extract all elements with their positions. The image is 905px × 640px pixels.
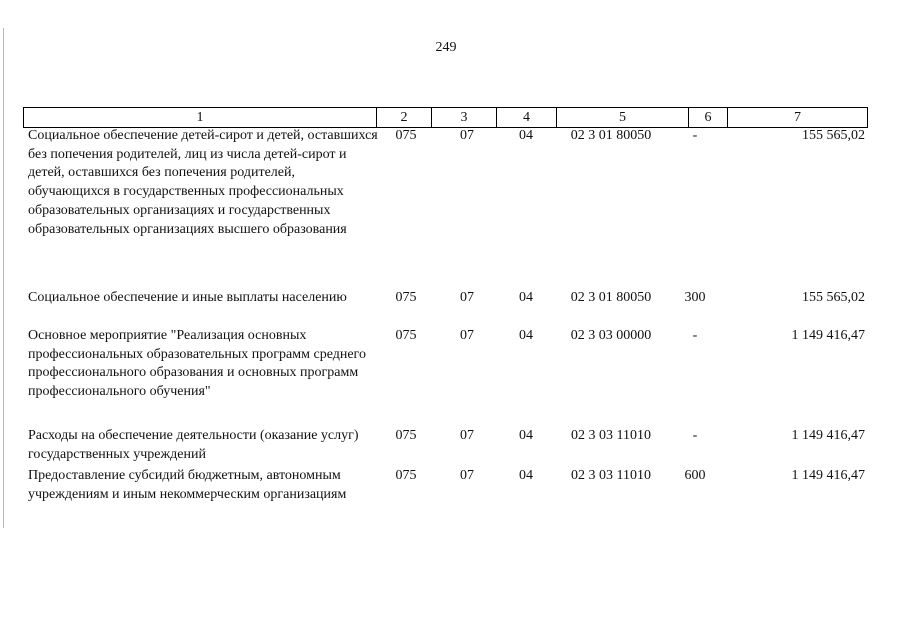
header-col-6: 6 (688, 108, 727, 127)
table-header-row (23, 107, 868, 128)
row-name: Социальное обеспечение детей-сирот и детей, оставшихся без попечения родителей, лиц из числа детей-сирот и детей, оставшихся без попечения родителей, обучающихся в государственных профессиональных образовательных организациях и государственных образовательных организациях высшего образования (28, 128, 378, 237)
row-col-5: 02 3 01 80050 (570, 290, 652, 305)
row-name: Социальное обеспечение и иные выплаты населению (28, 290, 347, 305)
row-col-5: 02 3 01 80050 (570, 128, 652, 143)
row-col-3: 07 (460, 328, 474, 343)
header-col-7: 7 (727, 108, 868, 127)
row-col-6: - (692, 128, 698, 143)
row-col-3: 07 (460, 290, 474, 305)
header-col-3: 3 (431, 108, 496, 127)
row-col-7: 1 149 416,47 (791, 468, 865, 483)
row-col-7: 155 565,02 (802, 290, 865, 305)
row-col-4: 04 (519, 290, 533, 305)
header-col-2: 2 (376, 108, 431, 127)
row-col-3: 07 (460, 428, 474, 443)
row-col-3: 07 (460, 468, 474, 483)
row-col-2: 075 (395, 328, 417, 343)
row-col-6: 600 (684, 468, 706, 483)
row-col-2: 075 (395, 290, 417, 305)
row-col-4: 04 (519, 328, 533, 343)
row-col-4: 04 (519, 428, 533, 443)
row-col-5: 02 3 03 11010 (571, 468, 651, 483)
header-col-5: 5 (556, 108, 688, 127)
scan-edge-line (3, 28, 4, 528)
row-col-6: - (692, 328, 698, 343)
row-col-2: 075 (395, 128, 417, 143)
row-col-7: 1 149 416,47 (791, 428, 865, 443)
row-col-6: 300 (684, 290, 706, 305)
row-col-7: 155 565,02 (802, 128, 865, 143)
row-name: Основное мероприятие "Реализация основных профессиональных образовательных программ среднего профессионального образования и основных программ профессионального обучения" (28, 328, 366, 400)
row-col-5: 02 3 03 11010 (571, 428, 651, 443)
page-number: 249 (435, 40, 457, 55)
row-col-4: 04 (519, 468, 533, 483)
row-col-2: 075 (395, 428, 417, 443)
row-col-6: - (692, 428, 698, 443)
row-col-3: 07 (460, 128, 474, 143)
row-col-4: 04 (519, 128, 533, 143)
row-name: Расходы на обеспечение деятельности (оказание услуг) государственных учреждений (28, 428, 359, 462)
row-col-7: 1 149 416,47 (791, 328, 865, 343)
row-col-5: 02 3 03 00000 (570, 328, 652, 343)
row-col-2: 075 (395, 468, 417, 483)
row-name: Предоставление субсидий бюджетным, автономным учреждениям и иным некоммерческим организациям (28, 468, 347, 502)
header-col-1: 1 (23, 108, 376, 127)
header-col-4: 4 (496, 108, 556, 127)
